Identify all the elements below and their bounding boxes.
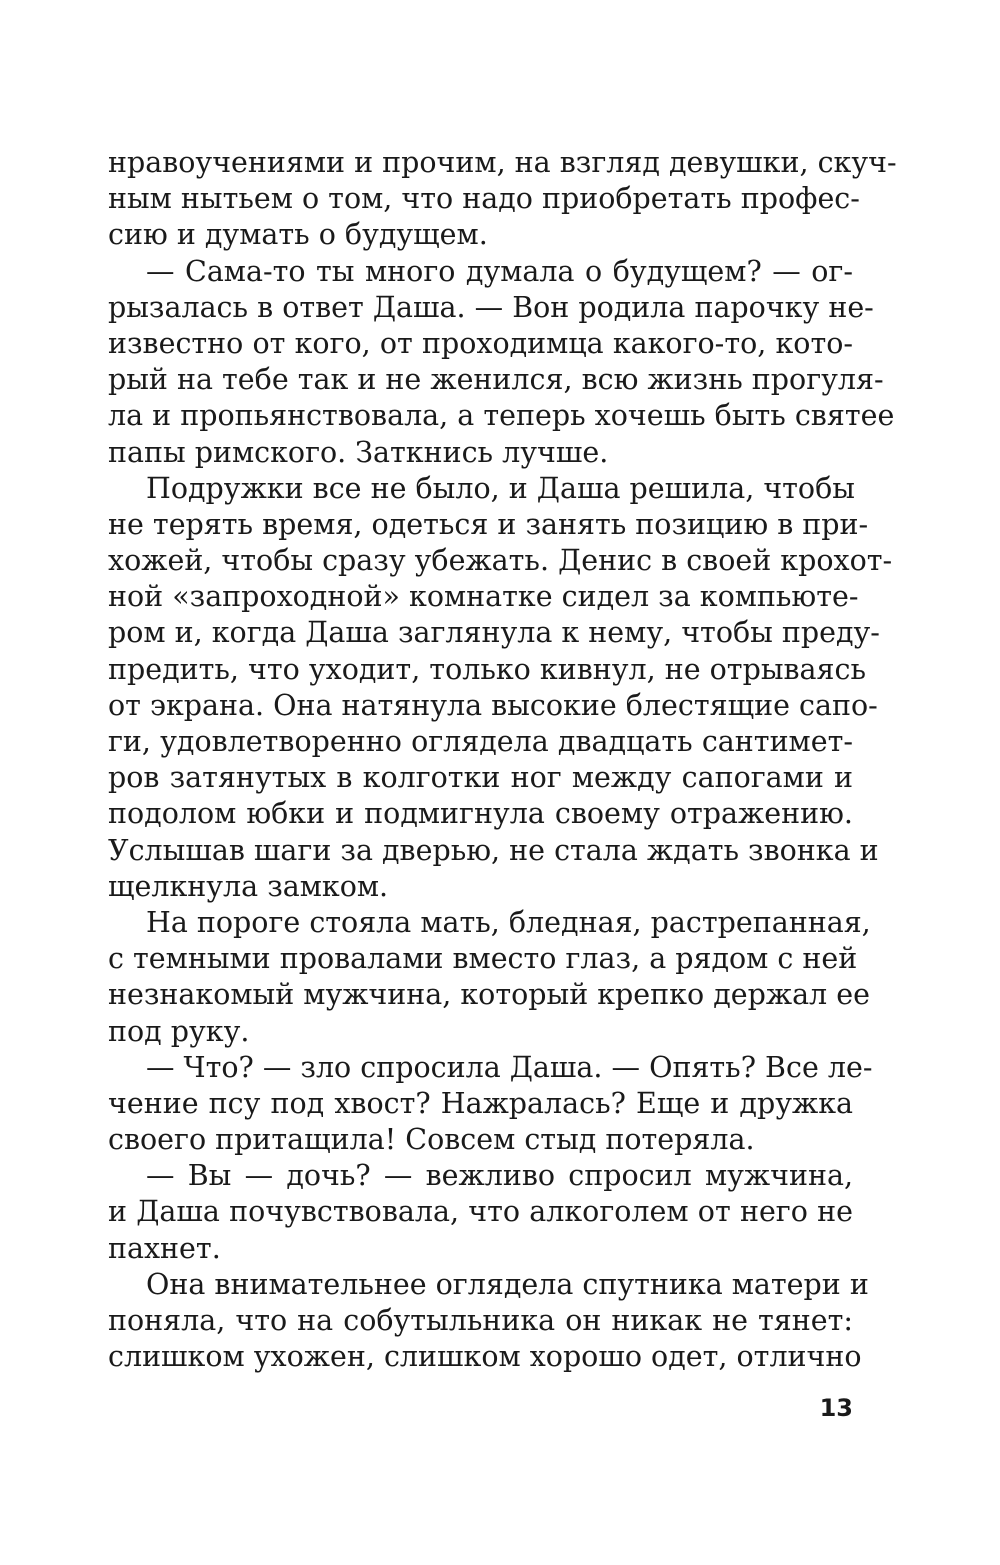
text-line: с темными провалами вместо глаз, а рядом с ней [108, 942, 858, 976]
text-line: На пороге стояла мать, бледная, растрепанная, [146, 905, 871, 939]
text-line: Услышав шаги за дверью, не стала ждать звонка и [108, 833, 879, 867]
text-line: хожей, чтобы сразу убежать. Денис в своей крохот- [108, 544, 893, 578]
text-line: поняла, что на собутыльника он никак не тянет: [108, 1304, 853, 1337]
text-line: чение псу под хвост? Нажралась? Еще и дружка [108, 1086, 853, 1120]
text-line: под руку. [108, 1014, 250, 1048]
text-line: сию и думать о будущем. [108, 218, 488, 252]
text-line: ной «запроходной» комнатке сидел за компьюте- [108, 580, 859, 614]
text-line: нравоучениями и прочим, на взгляд девушки, скуч- [108, 146, 897, 179]
text-line: — Вы — дочь? — вежливо спросил мужчина, [146, 1159, 853, 1193]
text-line: Она внимательнее оглядела спутника матери и [146, 1267, 869, 1301]
text-line: рызалась в ответ Даша. — Вон родила парочку не- [108, 290, 874, 324]
text-line: незнакомый мужчина, который крепко держал ее [108, 978, 870, 1012]
text-line: подолом юбки и подмигнула своему отражению. [108, 797, 853, 831]
text-line: ров затянутых в колготки ног между сапогами и [108, 761, 853, 795]
text-line: ги, удовлетворенно оглядела двадцать сантимет- [108, 725, 853, 758]
body-text [108, 145, 897, 1375]
text-line: и Даша почувствовала, что алкоголем от него не [108, 1195, 853, 1229]
text-line: своего притащила! Совсем стыд потеряла. [108, 1123, 755, 1157]
page-number: 13 [819, 1394, 853, 1422]
text-line: щелкнула замком. [108, 869, 389, 903]
text-line: ром и, когда Даша заглянула к нему, чтобы преду- [108, 616, 880, 650]
text-line: ла и пропьянствовала, а теперь хочешь быть святее [108, 399, 895, 433]
text-line: папы римского. Заткнись лучше. [108, 435, 609, 469]
text-line: известно от кого, от проходимца какого-то, кото- [108, 326, 853, 360]
text-line: пахнет. [108, 1231, 221, 1265]
text-line: — Сама-то ты много думала о будущем? — ог- [146, 254, 853, 288]
text-line: не терять время, одеться и занять позицию в при- [108, 507, 869, 541]
text-line: рый на тебе так и не женился, всю жизнь прогуля- [108, 363, 884, 397]
text-line: ным нытьем о том, что надо приобретать профес- [108, 182, 860, 216]
text-line: слишком ухожен, слишком хорошо одет, отлично [108, 1340, 862, 1374]
text-line: Подружки все не было, и Даша решила, чтобы [146, 471, 855, 505]
text-line: предить, что уходит, только кивнул, не отрываясь [108, 652, 866, 686]
text-line: — Что? — зло спросила Даша. — Опять? Все ле- [146, 1050, 873, 1084]
text-line: от экрана. Она натянула высокие блестящие сапо- [108, 688, 878, 722]
